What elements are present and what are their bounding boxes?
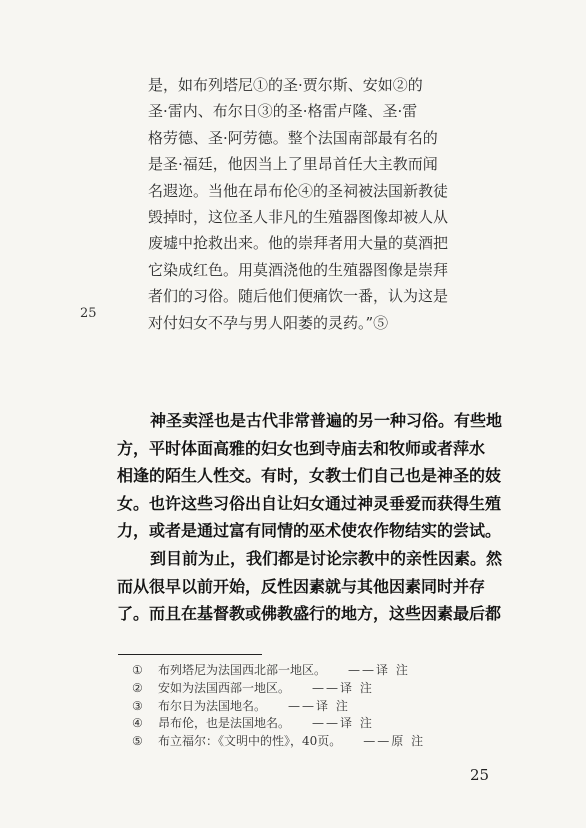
quote-line: 者们的习俗。随后他们便痛饮一番，认为这是	[148, 287, 449, 306]
page-number: 25	[470, 766, 490, 784]
footnote-text: 安如为法国西部一地区。	[158, 680, 291, 695]
footnote-text: 昂布伦，也是法国地名。	[158, 716, 291, 731]
quote-line: 它染成红色。用莫酒浇他的生殖器图像是崇拜	[148, 260, 449, 279]
quoted-passage	[148, 72, 516, 336]
footnote-source: ——译 注	[288, 698, 350, 713]
quote-line: 毁掉时，这位圣人非凡的生殖器图像却被人从	[148, 208, 449, 227]
footnote-item	[132, 733, 512, 751]
footnote-text: 布尔日为法国地名。	[158, 698, 267, 713]
footnote-mark: ⑤	[132, 734, 143, 749]
quote-line: 对付妇女不孕与男人阳萎的灵药。”⑤	[148, 313, 389, 332]
body-line: 力，或者是通过富有同情的巫术使农作物结实的尝试。	[117, 521, 502, 541]
quote-line: 废墟中抢救出来。他的崇拜者用大量的莫酒把	[148, 234, 449, 253]
footnote-source: ——原 注	[363, 734, 426, 749]
footnote-text: 布立福尔：《文明中的性》，40页。	[158, 734, 342, 749]
footnote-item	[132, 680, 512, 698]
footnote-mark: ②	[132, 680, 143, 695]
quote-line: 圣·雷内、布尔日③的圣·格雷卢隆、圣·雷	[148, 102, 418, 121]
footnote-mark: ①	[132, 663, 143, 677]
body-line: 相逢的陌生人性交。有时，女教士们自己也是神圣的妓	[117, 466, 502, 486]
quote-line: 是圣·福廷，他因当上了里昂首任大主教而闻	[148, 155, 438, 174]
footnote-source: ——译 注	[348, 663, 410, 677]
footnote-divider	[118, 654, 262, 655]
footnote-item	[132, 698, 512, 716]
body-line: 了。而且在基督教或佛教盛行的地方，这些因素最后都	[117, 604, 502, 624]
footnote-mark: ③	[132, 698, 143, 713]
footnotes	[132, 662, 512, 751]
margin-page-number: 25	[80, 306, 97, 321]
quote-line: 是，如布列塔尼①的圣·贾尔斯、安如②的	[148, 76, 423, 94]
footnote-source: ——译 注	[312, 716, 374, 731]
body-line: 神圣卖淫也是古代非常普遍的另一种习俗。有些地	[150, 411, 503, 430]
footnote-item	[132, 662, 512, 680]
quote-line: 名遐迩。当他在昂布伦④的圣祠被法国新教徒	[148, 181, 449, 200]
body-paragraphs	[117, 407, 527, 628]
footnote-mark: ④	[132, 716, 143, 731]
body-line: 方，平时体面高雅的妇女也到寺庙去和牧师或者萍水	[117, 438, 486, 458]
body-line: 到目前为止，我们都是讨论宗教中的亲性因素。然	[150, 548, 503, 568]
quote-line: 格劳德、圣·阿劳德。整个法国南部最有名的	[148, 128, 438, 147]
body-line: 女。也许这些习俗出自让妇女通过神灵垂爱而获得生殖	[117, 493, 502, 513]
footnote-source: ——译 注	[312, 680, 374, 695]
footnote-text: 布列塔尼为法国西北部一地区。	[158, 663, 327, 677]
footnote-item	[132, 715, 512, 733]
body-line: 而从很早以前开始，反性因素就与其他因素同时并存	[117, 576, 486, 596]
